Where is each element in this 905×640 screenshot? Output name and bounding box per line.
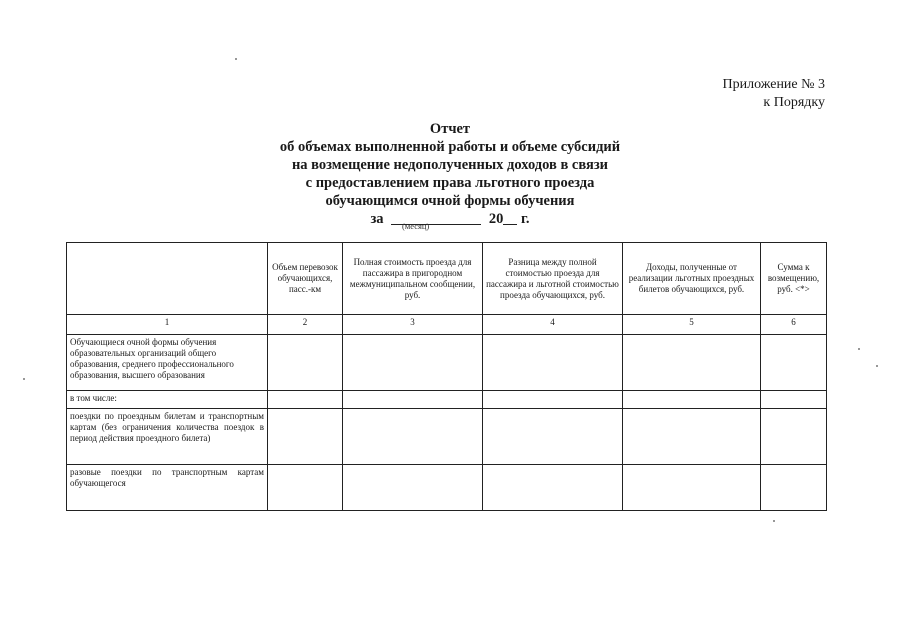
column-number: 6	[761, 315, 827, 335]
table-row	[67, 335, 827, 391]
data-cell[interactable]	[268, 409, 343, 465]
period-line	[190, 210, 710, 228]
period-suffix: г.	[520, 211, 530, 227]
data-cell[interactable]	[343, 465, 483, 511]
period-prefix: за	[370, 211, 384, 227]
title-line-2: об объемах выполненной работы и объеме субсидий	[279, 139, 621, 155]
column-number: 5	[623, 315, 761, 335]
report-table	[66, 242, 827, 511]
title-line-5: обучающимся очной формы обучения	[325, 193, 575, 209]
appendix-number: Приложение № 3	[722, 77, 825, 92]
data-cell[interactable]	[761, 409, 827, 465]
header-cell-5: Доходы, полученные от реализации льготных проездных билетов обучающихся, руб.	[623, 243, 761, 315]
column-number: 4	[483, 315, 623, 335]
table-row	[67, 465, 827, 511]
report-title	[190, 120, 710, 228]
period-year: 20	[488, 211, 504, 227]
data-cell[interactable]	[343, 391, 483, 409]
data-cell[interactable]	[623, 465, 761, 511]
data-cell[interactable]	[623, 391, 761, 409]
data-cell[interactable]	[761, 391, 827, 409]
data-cell[interactable]	[623, 335, 761, 391]
data-cell[interactable]	[483, 391, 623, 409]
header-cell-4: Разница между полной стоимостью проезда для пассажира и льготной стоимостью проезда обучающихся, руб.	[483, 243, 623, 315]
title-line-4: с предоставлением права льготного проезда	[305, 175, 595, 191]
data-cell[interactable]	[268, 465, 343, 511]
row-label: в том числе:	[67, 391, 268, 409]
row-label: разовые поездки по транспортным картам обучающегося	[67, 465, 268, 511]
scan-speck	[235, 58, 237, 60]
row-label: поездки по проездным билетам и транспортным картам (без ограничения количества поездок в период действия проездного билета)	[67, 409, 268, 465]
scan-speck	[858, 348, 860, 350]
title-line-1: Отчет	[429, 121, 471, 137]
table-header-row	[67, 243, 827, 315]
month-caption: (месяц)	[402, 221, 430, 231]
scan-speck	[773, 520, 775, 522]
table-row	[67, 409, 827, 465]
data-cell[interactable]	[483, 465, 623, 511]
title-line-3: на возмещение недополученных доходов в связи	[291, 157, 609, 173]
data-cell[interactable]	[761, 465, 827, 511]
data-cell[interactable]	[343, 335, 483, 391]
data-cell[interactable]	[268, 335, 343, 391]
column-number: 1	[67, 315, 268, 335]
year-blank[interactable]	[503, 210, 517, 225]
header-cell-3: Полная стоимость проезда для пассажира в пригородном межмуниципальном сообщении, руб.	[343, 243, 483, 315]
table-row	[67, 391, 827, 409]
header-cell-6: Сумма к возмещению, руб. <*>	[761, 243, 827, 315]
data-cell[interactable]	[268, 391, 343, 409]
row-label: Обучающиеся очной формы обучения образовательных организаций общего образования, среднего профессионального образования, высшего образования	[67, 335, 268, 391]
column-number: 2	[268, 315, 343, 335]
scan-speck	[876, 365, 878, 367]
appendix-header	[723, 76, 826, 112]
appendix-reference: к Порядку	[763, 95, 825, 110]
scan-speck	[23, 378, 25, 380]
header-cell-1	[67, 243, 268, 315]
data-cell[interactable]	[483, 335, 623, 391]
data-cell[interactable]	[623, 409, 761, 465]
data-cell[interactable]	[483, 409, 623, 465]
data-cell[interactable]	[343, 409, 483, 465]
column-number: 3	[343, 315, 483, 335]
data-cell[interactable]	[761, 335, 827, 391]
column-number-row	[67, 315, 827, 335]
header-cell-2: Объем перевозок обучающихся, пасс.-км	[268, 243, 343, 315]
